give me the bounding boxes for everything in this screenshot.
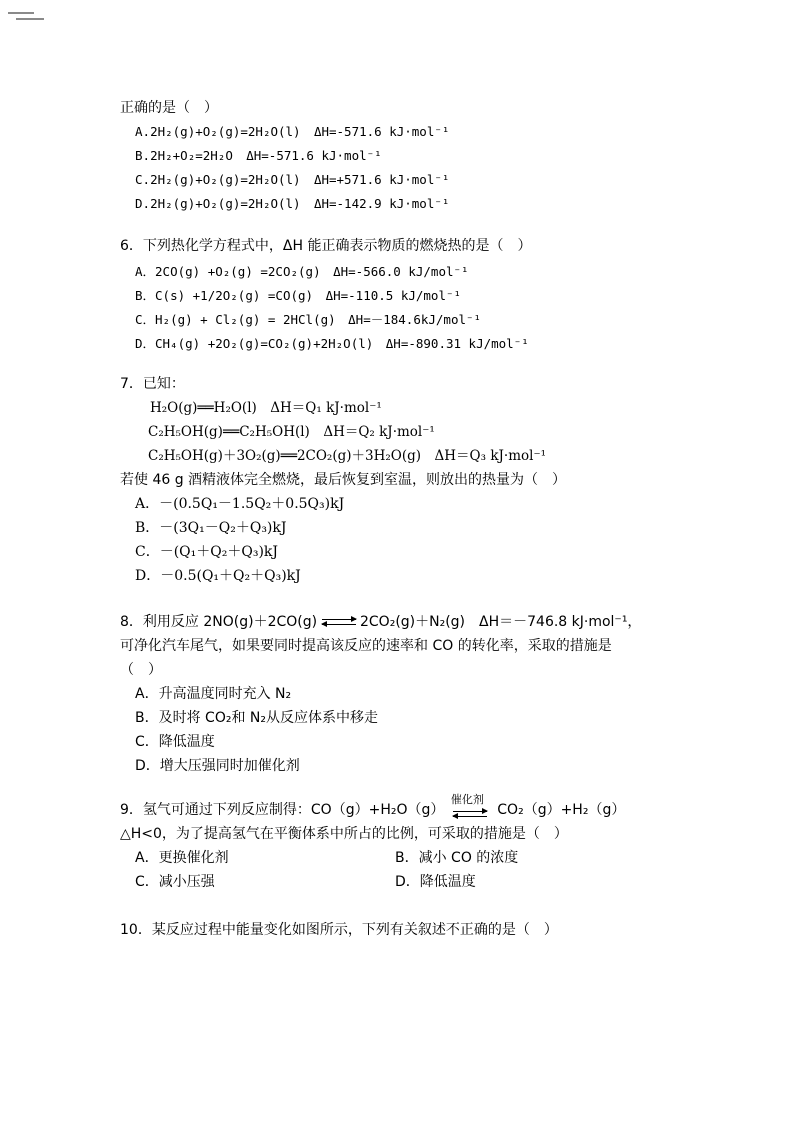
q5-stem: 正确的是（ ）	[120, 100, 218, 116]
q7-question: 若使 46 g 酒精液体完全燃烧，最后恢复到室温，则放出的热量为（ ）	[120, 472, 567, 488]
equilibrium-arrow-icon	[322, 616, 356, 628]
q9-option-b: B．减小 CO 的浓度	[395, 850, 519, 866]
q5-option-c: C.2H₂(g)+O₂(g)=2H₂O(l) ΔH=+571.6 kJ·mol⁻¹	[135, 172, 450, 187]
q7-reaction-2: C₂H₅OH(g)══C₂H₅OH(l) ΔH＝Q₂ kJ·mol⁻¹	[148, 424, 435, 440]
q8-option-c: C．降低温度	[135, 734, 215, 750]
corner-mark-bottom	[16, 18, 44, 20]
catalyst-arrow	[449, 793, 493, 820]
q8-option-a: A．升高温度同时充入 N₂	[135, 686, 292, 702]
equilibrium-arrow-icon	[453, 808, 487, 820]
q9-line-2: △H<0，为了提高氢气在平衡体系中所占的比例，可采取的措施是（ ）	[120, 826, 568, 842]
q6-option-a: A．2CO(g) +O₂(g) =2CO₂(g) ΔH=-566.0 kJ/mol⁻¹	[135, 264, 469, 279]
q6-option-c: C．H₂(g) + Cl₂(g) = 2HCl(g) ΔH=－184.6kJ/mol⁻¹	[135, 312, 482, 327]
q7-option-d: D．－0.5(Q₁＋Q₂＋Q₃)kJ	[135, 568, 301, 584]
q6-option-b: B．C(s) +1/2O₂(g) =CO(g) ΔH=-110.5 kJ/mol⁻¹	[135, 288, 462, 303]
q8-line-3: （ ）	[120, 662, 162, 678]
q7-reaction-3: C₂H₅OH(g)＋3O₂(g)══2CO₂(g)＋3H₂O(g) ΔH＝Q₃ kJ·mol⁻¹	[148, 448, 546, 464]
q8-stem: 8．利用反应 2NO(g)＋2CO(g) 2CO₂(g)＋N₂(g) ΔH＝－746.8 kJ·mol⁻¹，	[120, 614, 642, 630]
q8-option-d: D．增大压强同时加催化剂	[135, 758, 300, 774]
catalyst-label: 催化剂	[450, 793, 484, 806]
q7-option-a: A．－(0.5Q₁－1.5Q₂＋0.5Q₃)kJ	[135, 496, 345, 512]
q10-stem: 10．某反应过程中能量变化如图所示，下列有关叙述不正确的是（ ）	[120, 922, 558, 938]
q9-option-c: C．减小压强	[135, 874, 215, 890]
q5-option-d: D.2H₂(g)+O₂(g)=2H₂O(l) ΔH=-142.9 kJ·mol⁻¹	[135, 196, 450, 211]
q8-option-b: B．及时将 CO₂和 N₂从反应体系中移走	[135, 710, 378, 726]
q9-stem: 9．氢气可通过下列反应制得：CO（g）+H₂O（g） 催化剂 CO₂（g）+H₂（g）	[120, 800, 625, 820]
q9-option-a: A．更换催化剂	[135, 850, 229, 866]
q7-reaction-1: H₂O(g)══H₂O(l) ΔH＝Q₁ kJ·mol⁻¹	[150, 400, 382, 416]
corner-mark-top	[8, 12, 34, 14]
q6-stem: 6．下列热化学方程式中，ΔH 能正确表示物质的燃烧热的是（ ）	[120, 238, 532, 254]
q7-stem: 7．已知：	[120, 376, 185, 392]
q8-line-2: 可净化汽车尾气，如果要同时提高该反应的速率和 CO 的转化率，采取的措施是	[120, 638, 612, 654]
q5-option-a: A.2H₂(g)+O₂(g)=2H₂O(l) ΔH=-571.6 kJ·mol⁻¹	[135, 124, 450, 139]
q9-option-d: D．降低温度	[395, 874, 476, 890]
q6-option-d: D．CH₄(g) +2O₂(g)=CO₂(g)+2H₂O(l) ΔH=-890.31 kJ/mol⁻¹	[135, 336, 529, 351]
q7-option-c: C．－(Q₁＋Q₂＋Q₃)kJ	[135, 544, 279, 560]
q5-option-b: B.2H₂+O₂=2H₂O ΔH=-571.6 kJ·mol⁻¹	[135, 148, 382, 163]
q7-option-b: B．－(3Q₁－Q₂＋Q₃)kJ	[135, 520, 287, 536]
